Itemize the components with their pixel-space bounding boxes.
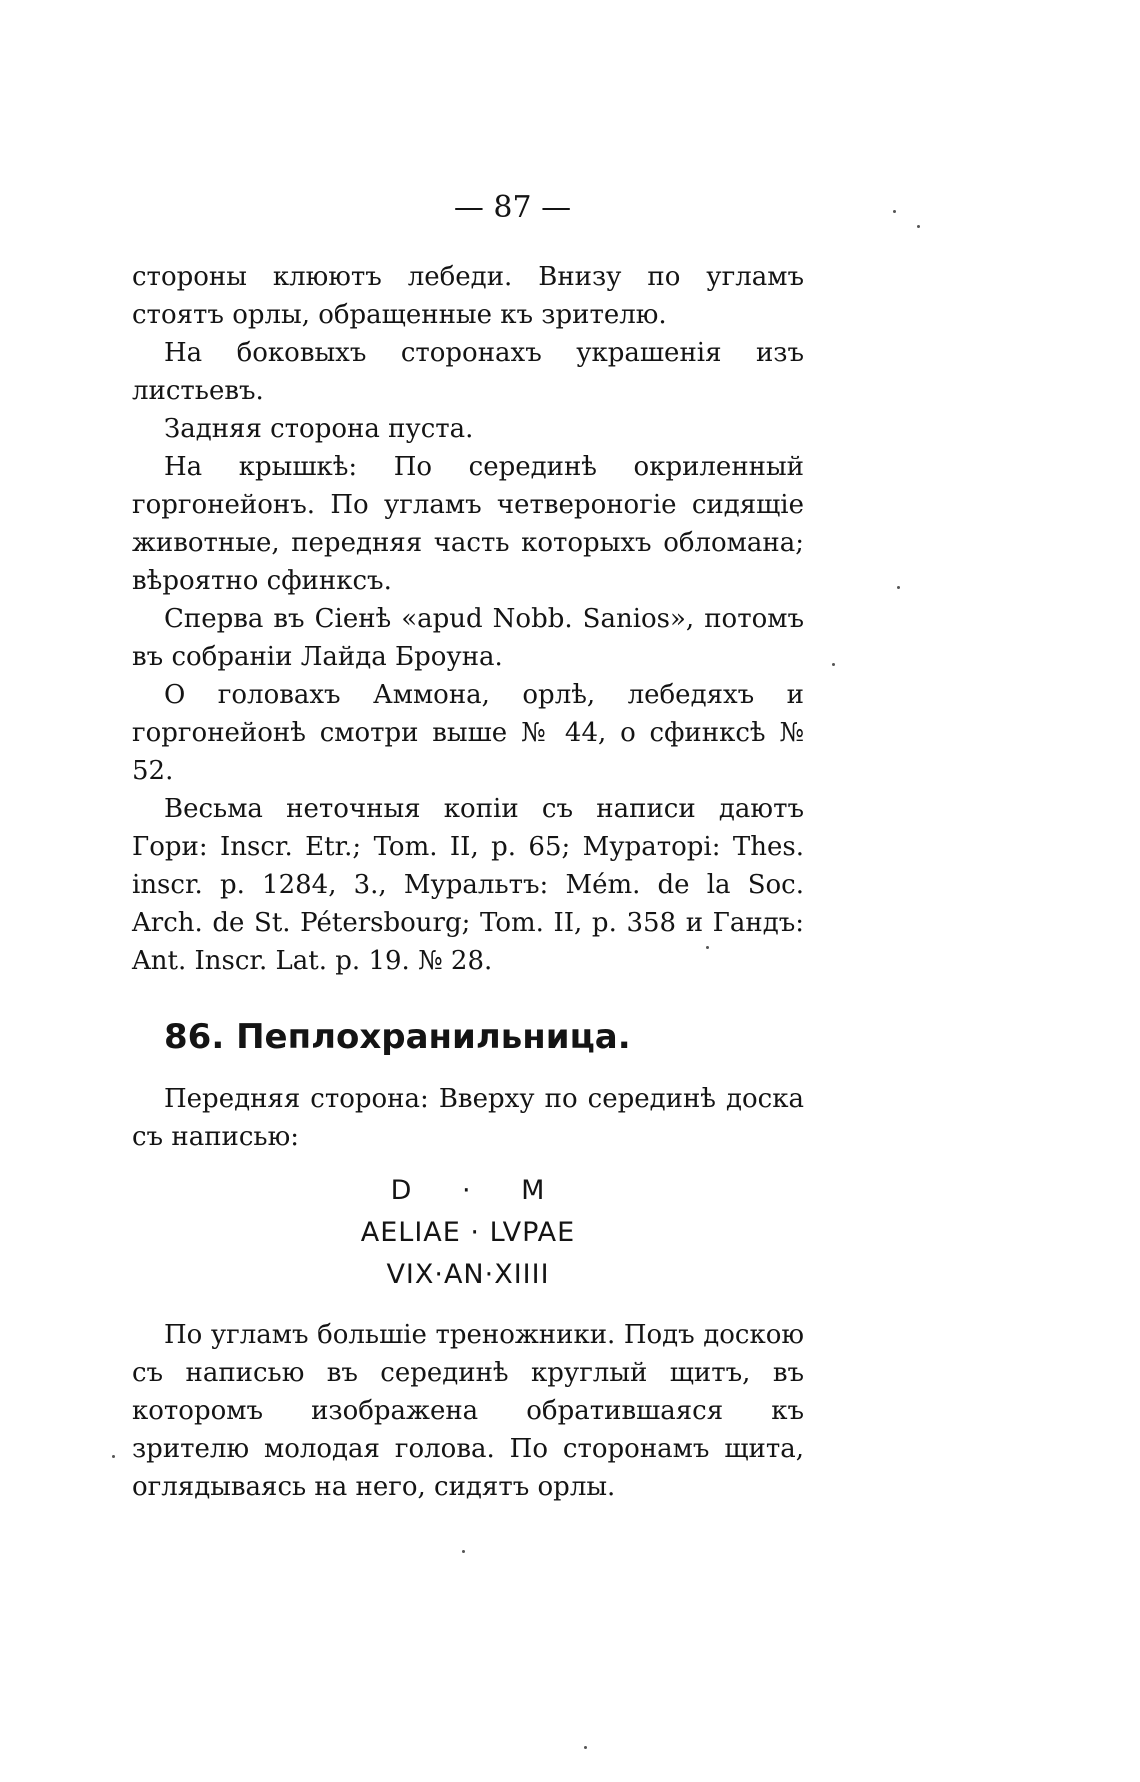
paper-speck [462,1550,465,1553]
paper-speck [832,663,835,666]
inscription-line-1: D · M [390,1175,546,1206]
inscription [132,1170,804,1296]
paper-speck [917,225,920,228]
paragraph-sides: На боковыхъ сторонахъ украшенія изъ листьевъ. [132,338,804,406]
paragraph-front: Передняя сторона: Вверху по серединѣ доска съ написью: [132,1084,804,1152]
page-body [132,258,804,1506]
paragraph-back: Задняя сторона пуста. [164,414,474,444]
paragraph-corners: По угламъ большіе треножники. Подъ доскою съ написью въ серединѣ круглый щитъ, въ которомъ изображена обратившаяся къ зрителю молодая голова. По сторонамъ щита, оглядываясь на него, сидятъ орлы. [132,1320,804,1502]
paragraph-lid: На крышкѣ: По серединѣ окриленный горгонейонъ. По угламъ четвероногіе сидящіе животные, передняя часть которыхъ обломана; вѣроятно сфинксъ. [132,452,804,596]
inscription-line-2: AELIAE · LVPAE [360,1217,576,1248]
inscription-line-3: VIX·AN·XIIII [386,1259,550,1290]
paper-speck [893,210,896,213]
paper-speck [897,586,900,589]
paragraph-continuation: стороны клюютъ лебеди. Внизу по угламъ стоятъ орлы, обращенные къ зрителю. [132,262,804,330]
paragraph-provenance: Сперва въ Сіенѣ «apud Nobb. Sanios», потомъ въ собраніи Лайда Броуна. [132,604,804,672]
paper-speck [112,1455,115,1458]
paragraph-copies: Весьма неточныя копіи съ написи даютъ Гори: Inscr. Etr.; Tom. II, p. 65; Мураторі: Thes. inscr. p. 1284, 3., Муральтъ: Mém. de la Soc. Arch. de St. Pétersbourg; Tom. II, p. 358 и Гандъ: Ant. Inscr. Lat. p. 19. № 28. [132,794,804,976]
paragraph-references: О головахъ Аммона, орлѣ, лебедяхъ и горгонейонѣ смотри выше № 44, о сфинксѣ № 52. [132,680,804,786]
page-number: — 87 — [453,190,572,225]
paper-speck [584,1746,587,1749]
section-heading: 86. Пеплохранильница. [164,1017,631,1057]
paper-speck [706,946,709,949]
